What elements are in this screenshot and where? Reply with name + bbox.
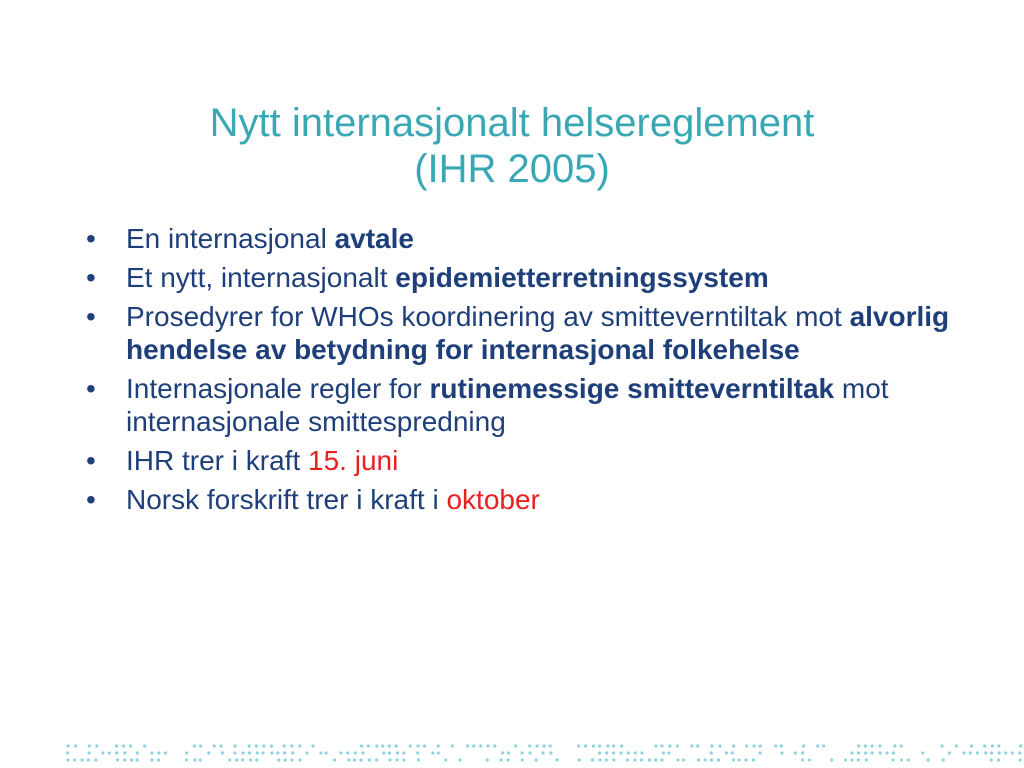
decorative-dot bbox=[598, 751, 601, 754]
decorative-dot bbox=[704, 758, 707, 761]
decorative-dot bbox=[325, 751, 328, 754]
decorative-dot bbox=[745, 744, 748, 747]
decorative-dot bbox=[627, 751, 630, 754]
decorative-dot bbox=[136, 751, 139, 754]
decorative-dot bbox=[472, 744, 475, 747]
decorative-dot bbox=[199, 744, 202, 747]
decorative-dot bbox=[976, 751, 979, 754]
decorative-dot bbox=[375, 744, 378, 747]
decorative-dot bbox=[394, 744, 397, 747]
decorative-dot bbox=[732, 758, 735, 761]
decorative-dot bbox=[850, 751, 853, 754]
decorative-dot bbox=[816, 744, 819, 747]
decorative-dot bbox=[921, 751, 924, 754]
decorative-dot bbox=[409, 744, 412, 747]
decorative-dot bbox=[725, 751, 728, 754]
bullet-emphasis: epidemietterretningssystem bbox=[395, 262, 769, 293]
decorative-dot bbox=[676, 758, 679, 761]
decorative-dot bbox=[416, 744, 419, 747]
decorative-dot bbox=[549, 744, 552, 747]
decorative-dot bbox=[885, 751, 888, 754]
decorative-dot bbox=[878, 744, 881, 747]
decorative-dot bbox=[213, 744, 216, 747]
decorative-dot bbox=[578, 758, 581, 761]
decorative-dot bbox=[298, 758, 301, 761]
decorative-dot bbox=[892, 758, 895, 761]
decorative-dot bbox=[298, 744, 301, 747]
decorative-dot bbox=[284, 758, 287, 761]
decorative-dot bbox=[143, 744, 146, 747]
decorative-dot bbox=[970, 744, 973, 747]
month-highlight: oktober bbox=[446, 484, 540, 515]
decorative-dot bbox=[150, 758, 153, 761]
decorative-dot bbox=[88, 744, 91, 747]
bullet-list bbox=[86, 222, 966, 522]
decorative-dot bbox=[633, 758, 636, 761]
decorative-dot bbox=[535, 758, 538, 761]
decorative-dot bbox=[654, 758, 657, 761]
decorative-dot bbox=[437, 751, 440, 754]
bullet-text: mot internasjonale smittespredning bbox=[126, 373, 889, 437]
date-highlight: 15. juni bbox=[308, 445, 399, 476]
decorative-dot bbox=[927, 758, 930, 761]
bullet-text: En internasjonal bbox=[126, 223, 335, 254]
decorative-dot bbox=[640, 758, 643, 761]
decorative-dot bbox=[290, 744, 293, 747]
decorative-dot bbox=[382, 751, 385, 754]
decorative-dot bbox=[983, 744, 986, 747]
decorative-dot bbox=[802, 744, 805, 747]
bullet-emphasis: avtale bbox=[334, 223, 414, 254]
decorative-dot bbox=[333, 758, 336, 761]
decorative-dot bbox=[941, 744, 944, 747]
decorative-dot bbox=[353, 758, 356, 761]
decorative-dot bbox=[598, 744, 601, 747]
decorative-dot bbox=[521, 751, 524, 754]
decorative-dot bbox=[108, 751, 111, 754]
decorative-dot bbox=[193, 758, 196, 761]
decorative-dot bbox=[276, 751, 279, 754]
bullet-item bbox=[86, 372, 966, 438]
decorative-dot bbox=[228, 758, 231, 761]
decorative-dot bbox=[241, 758, 244, 761]
decorative-dot bbox=[368, 758, 371, 761]
decorative-dot bbox=[731, 751, 734, 754]
decorative-dot bbox=[577, 744, 580, 747]
decorative-dot bbox=[997, 744, 1000, 747]
decorative-dot bbox=[185, 758, 188, 761]
decorative-dot bbox=[207, 751, 210, 754]
decorative-dot bbox=[359, 758, 362, 761]
decorative-dot bbox=[598, 758, 601, 761]
decorative-dot bbox=[136, 758, 139, 761]
decorative-dot bbox=[850, 758, 853, 761]
decorative-dot bbox=[606, 744, 609, 747]
decorative-dot bbox=[879, 751, 882, 754]
decorative-dot bbox=[857, 758, 860, 761]
decorative-dot bbox=[501, 751, 504, 754]
decorative-dot bbox=[388, 751, 391, 754]
decorative-dot bbox=[907, 758, 910, 761]
decorative-dot bbox=[88, 751, 91, 754]
decorative-dot bbox=[466, 744, 469, 747]
decorative-dot bbox=[864, 744, 867, 747]
decorative-dot bbox=[157, 758, 160, 761]
decorative-dot bbox=[94, 758, 97, 761]
decorative-dot bbox=[640, 751, 643, 754]
decorative-dot bbox=[277, 758, 280, 761]
decorative-dot bbox=[660, 758, 663, 761]
decorative-dot bbox=[270, 751, 273, 754]
decorative-dot bbox=[375, 758, 378, 761]
decorative-dot bbox=[528, 744, 531, 747]
decorative-dot bbox=[255, 758, 258, 761]
decorative-dot bbox=[780, 751, 783, 754]
decorative-dot bbox=[256, 751, 259, 754]
decorative-dot bbox=[528, 751, 531, 754]
decorative-dot bbox=[185, 751, 188, 754]
decorative-dot bbox=[759, 744, 762, 747]
decorative-dot bbox=[339, 751, 342, 754]
decorative-dot bbox=[346, 751, 349, 754]
decorative-dot bbox=[123, 758, 126, 761]
decorative-dot bbox=[193, 744, 196, 747]
decorative-dot bbox=[283, 751, 286, 754]
decorative-dot bbox=[416, 751, 419, 754]
bullet-dot: • bbox=[86, 262, 96, 293]
decorative-dot bbox=[305, 751, 308, 754]
bullet-item bbox=[86, 300, 966, 366]
decorative-dot bbox=[115, 751, 118, 754]
decorative-dot bbox=[752, 758, 755, 761]
decorative-dot bbox=[774, 744, 777, 747]
decorative-dot bbox=[619, 751, 622, 754]
decorative-dot bbox=[871, 744, 874, 747]
decorative-dot bbox=[969, 751, 972, 754]
title-line-1: Nytt internasjonalt helsereglement bbox=[209, 101, 815, 145]
decorative-dot bbox=[361, 751, 364, 754]
decorative-dot bbox=[150, 751, 153, 754]
decorative-dot bbox=[130, 758, 133, 761]
decorative-dot bbox=[801, 751, 804, 754]
decorative-dot bbox=[541, 751, 544, 754]
decorative-dot bbox=[157, 751, 160, 754]
decorative-dot bbox=[249, 758, 252, 761]
decorative-dot bbox=[66, 751, 69, 754]
decorative-dot bbox=[634, 751, 637, 754]
decorative-dot bbox=[311, 744, 314, 747]
bullet-text: Prosedyrer for WHOs koordinering av smitteverntiltak mot bbox=[126, 301, 850, 332]
decorative-dot bbox=[1004, 751, 1007, 754]
decorative-dot bbox=[660, 744, 663, 747]
decorative-dot bbox=[67, 744, 70, 747]
decorative-dot bbox=[431, 751, 434, 754]
decorative-dot bbox=[555, 758, 558, 761]
decorative-dot bbox=[381, 744, 384, 747]
decorative-dot bbox=[612, 758, 615, 761]
decorative-dot bbox=[507, 758, 510, 761]
bullet-dot: • bbox=[86, 373, 96, 404]
decorative-dot bbox=[241, 751, 244, 754]
decorative-dot bbox=[123, 751, 126, 754]
decorative-dot bbox=[990, 758, 993, 761]
decorative-dot bbox=[605, 751, 608, 754]
decorative-dot bbox=[710, 751, 713, 754]
decorative-dot bbox=[388, 744, 391, 747]
decorative-dot bbox=[830, 758, 833, 761]
decorative-dot bbox=[612, 751, 615, 754]
decorative-dot bbox=[248, 744, 251, 747]
decorative-dot bbox=[654, 744, 657, 747]
decorative-dot bbox=[955, 744, 958, 747]
decorative-dot bbox=[1019, 758, 1022, 761]
decorative-dot bbox=[66, 758, 69, 761]
bullet-dot: • bbox=[86, 301, 96, 332]
decorative-dot bbox=[612, 744, 615, 747]
slide-title bbox=[0, 100, 1024, 192]
decorative-dot bbox=[536, 744, 539, 747]
decorative-dot bbox=[1019, 744, 1022, 747]
decorative-dot bbox=[347, 758, 350, 761]
decorative-dot bbox=[682, 758, 685, 761]
decorative-dot bbox=[753, 744, 756, 747]
decorative-dot bbox=[486, 758, 489, 761]
decorative-dot bbox=[367, 744, 370, 747]
bullet-text: Et nytt, internasjonalt bbox=[126, 262, 396, 293]
bullet-emphasis: alvorlig hendelse av betydning for internasjonal folkehelse bbox=[126, 301, 950, 365]
decorative-dot bbox=[486, 744, 489, 747]
decorative-dot bbox=[479, 744, 482, 747]
decorative-dot bbox=[402, 758, 405, 761]
decorative-dot bbox=[732, 744, 735, 747]
bullet-item bbox=[86, 222, 966, 255]
bullet-dot: • bbox=[86, 484, 96, 515]
decorative-dot bbox=[283, 744, 286, 747]
bullet-item bbox=[86, 444, 966, 477]
bullet-text: Internasjonale regler for bbox=[126, 373, 430, 404]
decorative-dot bbox=[459, 758, 462, 761]
decorative-dot bbox=[101, 751, 104, 754]
decorative-dot bbox=[116, 758, 119, 761]
decorative-dot bbox=[871, 751, 874, 754]
decorative-dot bbox=[893, 744, 896, 747]
decorative-dot bbox=[710, 758, 713, 761]
decorative-dot bbox=[801, 758, 804, 761]
decorative-dot bbox=[388, 758, 391, 761]
decorative-dot bbox=[737, 758, 740, 761]
decorative-dot bbox=[717, 758, 720, 761]
decorative-dot bbox=[402, 751, 405, 754]
decorative-dot bbox=[1011, 751, 1014, 754]
bullet-item bbox=[86, 261, 966, 294]
decorative-dot bbox=[857, 744, 860, 747]
decorative-dot bbox=[900, 744, 903, 747]
decorative-dot bbox=[584, 744, 587, 747]
bullet-item bbox=[86, 483, 966, 516]
decorative-dot bbox=[233, 751, 236, 754]
bullet-dot: • bbox=[86, 223, 96, 254]
decorative-dot bbox=[605, 758, 608, 761]
decorative-dot bbox=[626, 758, 629, 761]
decorative-dot bbox=[255, 744, 258, 747]
decorative-dot bbox=[1018, 751, 1021, 754]
decorative-dot bbox=[319, 751, 322, 754]
decorative-dot bbox=[95, 744, 98, 747]
decorative-dot bbox=[164, 751, 167, 754]
decorative-dot bbox=[270, 744, 273, 747]
decorative-dot bbox=[507, 751, 510, 754]
bullet-dot: • bbox=[86, 445, 96, 476]
decorative-dot bbox=[115, 744, 118, 747]
decorative-dot bbox=[864, 751, 867, 754]
decorative-dot bbox=[822, 744, 825, 747]
decorative-dot bbox=[991, 744, 994, 747]
decorative-dot bbox=[962, 751, 965, 754]
decorative-dot bbox=[662, 751, 665, 754]
decorative-dot bbox=[844, 758, 847, 761]
decorative-dot bbox=[620, 744, 623, 747]
decorative-dot bbox=[984, 751, 987, 754]
decorative-dot bbox=[248, 751, 251, 754]
decorative-dot bbox=[690, 744, 693, 747]
decorative-dot bbox=[758, 751, 761, 754]
decorative-dot bbox=[417, 758, 420, 761]
decorative-dot bbox=[423, 744, 426, 747]
title-line-2: (IHR 2005) bbox=[414, 147, 610, 191]
decorative-dot bbox=[542, 744, 545, 747]
decorative-dot bbox=[219, 744, 222, 747]
decorative-dot bbox=[261, 751, 264, 754]
bullet-text: Norsk forskrift trer i kraft i bbox=[126, 484, 447, 515]
decorative-dot bbox=[290, 758, 293, 761]
decorative-dot bbox=[780, 744, 783, 747]
decorative-dot-band bbox=[66, 740, 1024, 768]
decorative-dot bbox=[493, 744, 496, 747]
decorative-dot bbox=[74, 744, 77, 747]
decorative-dot bbox=[892, 751, 895, 754]
decorative-dot bbox=[865, 758, 868, 761]
decorative-dot bbox=[648, 758, 651, 761]
decorative-dot bbox=[667, 751, 670, 754]
decorative-dot bbox=[221, 751, 224, 754]
decorative-dot bbox=[451, 744, 454, 747]
bullet-text: IHR trer i kraft bbox=[126, 445, 309, 476]
decorative-dot bbox=[942, 758, 945, 761]
decorative-dot bbox=[360, 744, 363, 747]
decorative-dot bbox=[697, 758, 700, 761]
decorative-dot bbox=[900, 758, 903, 761]
decorative-dot bbox=[354, 751, 357, 754]
decorative-dot bbox=[500, 758, 503, 761]
decorative-dot bbox=[744, 758, 747, 761]
decorative-dot bbox=[521, 758, 524, 761]
decorative-dot bbox=[998, 751, 1001, 754]
decorative-dot bbox=[668, 744, 671, 747]
decorative-dot bbox=[997, 758, 1000, 761]
decorative-dot bbox=[591, 758, 594, 761]
decorative-dot bbox=[549, 751, 552, 754]
decorative-dot bbox=[396, 758, 399, 761]
decorative-dot bbox=[718, 744, 721, 747]
decorative-dot bbox=[794, 751, 797, 754]
decorative-dot bbox=[592, 744, 595, 747]
decorative-dot bbox=[676, 744, 679, 747]
decorative-dot bbox=[80, 758, 83, 761]
decorative-dot bbox=[710, 744, 713, 747]
decorative-dot bbox=[73, 758, 76, 761]
decorative-dot bbox=[233, 744, 236, 747]
decorative-dot bbox=[262, 744, 265, 747]
bullet-emphasis: rutinemessige smitteverntiltak bbox=[429, 373, 835, 404]
decorative-dot bbox=[444, 758, 447, 761]
decorative-dot bbox=[396, 751, 399, 754]
decorative-dot bbox=[696, 744, 699, 747]
decorative-dot bbox=[87, 758, 90, 761]
decorative-dot bbox=[129, 744, 132, 747]
decorative-dot bbox=[948, 751, 951, 754]
decorative-dot bbox=[235, 758, 238, 761]
decorative-dot bbox=[990, 751, 993, 754]
decorative-dot bbox=[808, 758, 811, 761]
decorative-dot bbox=[857, 751, 860, 754]
decorative-dot bbox=[437, 744, 440, 747]
decorative-dot bbox=[199, 758, 202, 761]
decorative-dot bbox=[291, 751, 294, 754]
decorative-dot bbox=[514, 744, 517, 747]
decorative-dot bbox=[122, 744, 125, 747]
